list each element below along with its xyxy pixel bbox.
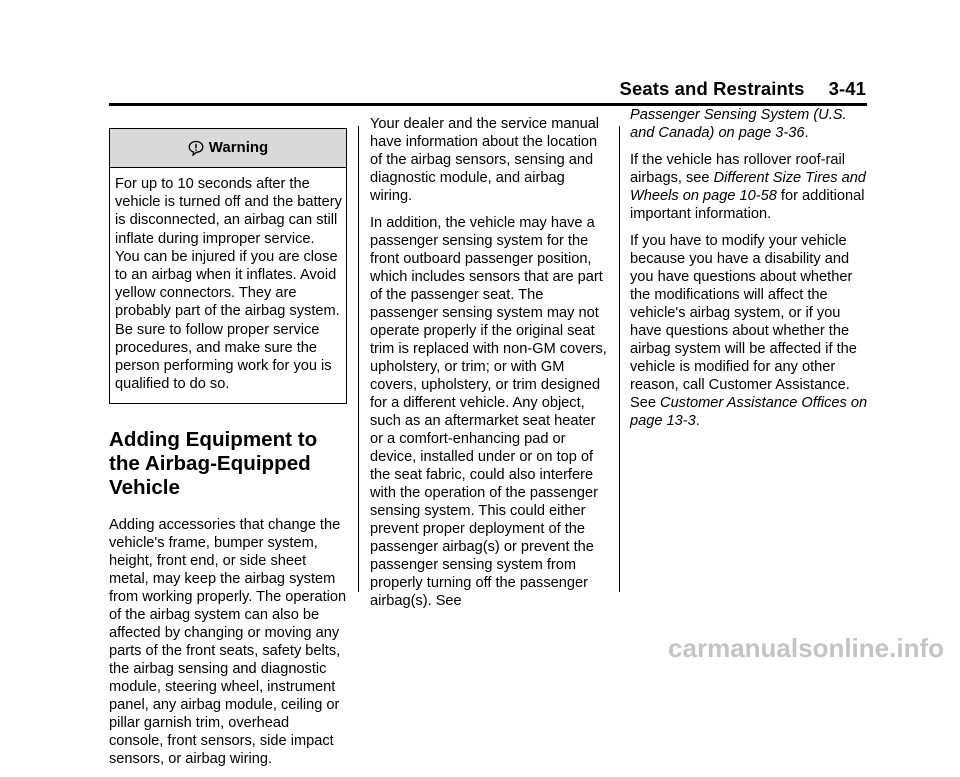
paragraph-5-end: . (695, 413, 700, 429)
paragraph-3-end: . (804, 125, 809, 141)
warning-text: For up to 10 seconds after the vehicle is turned off and the battery is disconnected, an airbag can still inflate during improper service. You can be injured if you are close to an airbag when it inflates. Avoid yellow connectors. They are probably part of the airbag system. Be sure to follow proper service procedures, and make sure the person performing work for you is qualified to do so. (115, 176, 342, 393)
section-name: Seats and Restraints (619, 78, 805, 99)
paragraph-5-text: If you have to modify your vehicle because you have a disability and you have questions about whether the modifications will affect the vehicle's airbag system, or if you have questions about whether the airbag system will be affected if the vehicle is modified for any other reason, call Customer Assistance. See (630, 233, 857, 411)
warning-box (109, 128, 347, 404)
tires-wheels-link[interactable]: Different Size Tires and Wheels on page 10-58 (630, 170, 866, 204)
column-1 (109, 128, 347, 777)
warning-title: Warning (208, 139, 269, 156)
paragraph-4-text: If the vehicle has rollover roof-rail airbags, see (630, 152, 845, 186)
customer-assistance-link[interactable]: Customer Assistance Offices on page 13-3 (630, 395, 868, 429)
warning-header (110, 129, 346, 168)
watermark: carmanualsonline.info (668, 633, 944, 663)
paragraph-3-continued (630, 106, 868, 142)
passenger-sensing-link[interactable]: Passenger Sensing System (U.S. and Canada) on page 3-36 (630, 107, 847, 141)
paragraph-1 (109, 516, 347, 768)
column-2 (370, 106, 608, 619)
paragraph-1-text: Adding accessories that change the vehicle's frame, bumper system, height, front end, or side sheet metal, may keep the airbag system from working properly. The operation of the airbag system can also be affected by changing or moving any parts of the front seats, safety belts, the airbag sensing and diagnostic module, steering wheel, instrument panel, any airbag module, ceiling or pillar garnish trim, overhead console, front sensors, side impact sensors, or airbag wiring. (109, 517, 347, 768)
warning-body (110, 168, 346, 403)
section-title: Adding Equipment to the Airbag-Equipped Vehicle (109, 428, 318, 500)
paragraph-4 (630, 151, 868, 223)
column-divider-2 (619, 126, 620, 592)
warning-icon (188, 140, 204, 156)
paragraph-4-end: for additional important information. (630, 188, 865, 222)
paragraph-5 (630, 232, 868, 430)
paragraph-3-text: In addition, the vehicle may have a passenger sensing system for the front outboard passenger position, which includes sensors that are part of the passenger seat. The passenger sensing system may not operate properly if the original seat trim is replaced with non-GM covers, upholstery, or trim; or with GM covers, upholstery, or trim designed for a different vehicle. Any object, such as an aftermarket seat heater or a comfort-enhancing pad or device, installed under or on top of the seat fabric, could also interfere with the operation of the passenger sensing system. This could either prevent proper deployment of the passenger airbag(s) or prevent the passenger sensing system from properly turning off the passenger airbag(s). See (370, 215, 607, 609)
column-3 (630, 106, 868, 439)
paragraph-2: Your dealer and the service manual have information about the location of the airbag sensors, sensing and diagnostic module, and airbag wiring. (370, 116, 600, 204)
page-number: 3-41 (828, 78, 866, 99)
paragraph-3 (370, 214, 608, 610)
page-header (0, 78, 866, 100)
column-divider-1 (358, 126, 359, 592)
